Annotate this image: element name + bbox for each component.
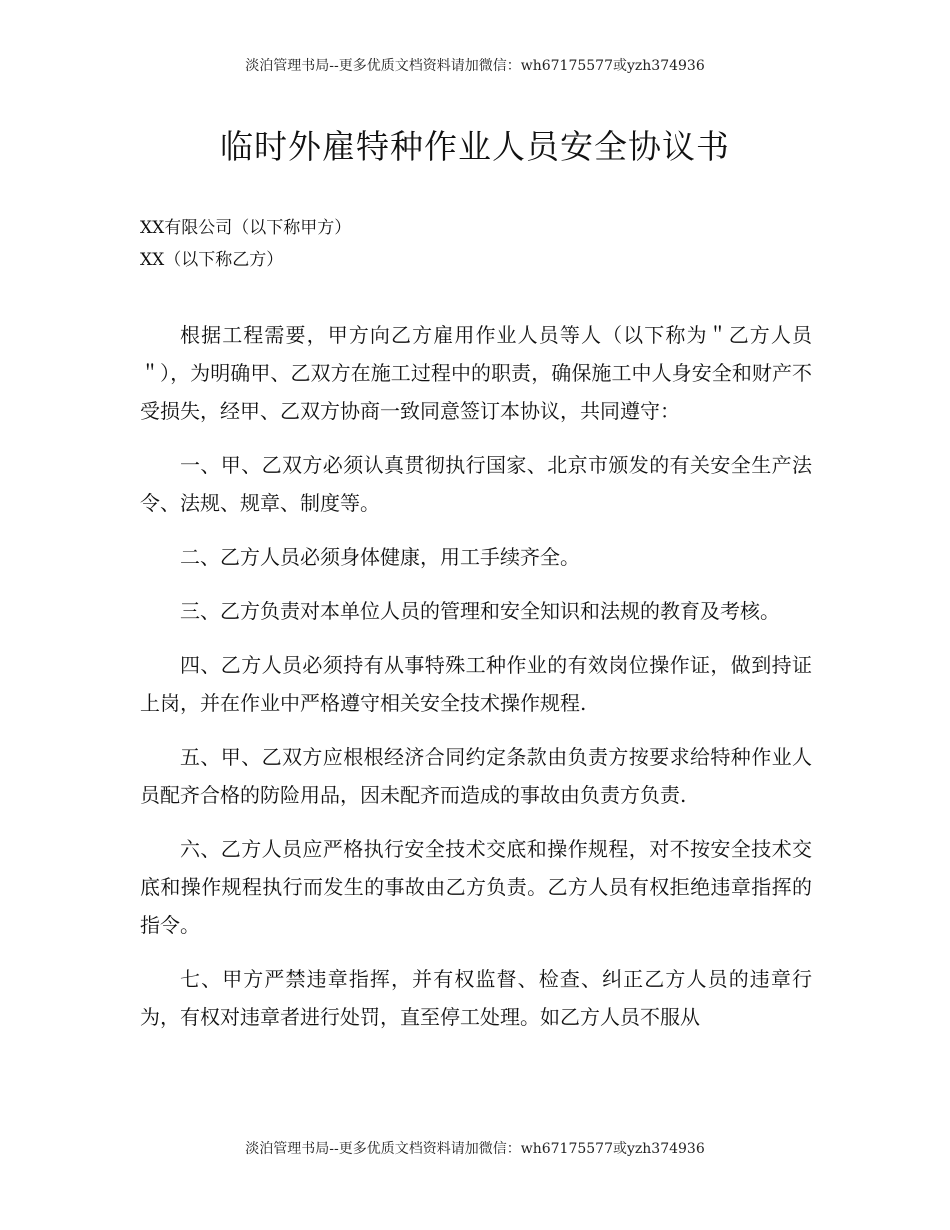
- clause-1-paragraph: 一、甲、乙双方必须认真贯彻执行国家、北京市颁发的有关安全生产法令、法规、规章、制度等。: [140, 453, 812, 515]
- clause-5-paragraph: 五、甲、乙双方应根根经济合同约定条款由负责方按要求给特种作业人员配齐合格的防险用品，因未配齐而造成的事故由负责方负责.: [140, 745, 812, 807]
- page-footer-note: 淡泊管理书局--更多优质文档资料请加微信：wh67175577或yzh374936: [245, 1141, 705, 1157]
- clause-2-paragraph: 二、乙方人员必须身体健康，用工手续齐全。: [180, 545, 580, 569]
- clause-3-paragraph: 三、乙方负责对本单位人员的管理和安全知识和法规的教育及考核。: [180, 599, 780, 623]
- agreement-body: [140, 316, 812, 1052]
- page-header-note: 淡泊管理书局--更多优质文档资料请加微信：wh67175577或yzh374936: [245, 58, 705, 74]
- preamble-paragraph: 根据工程需要，甲方向乙方雇用作业人员等人（以下称为＂乙方人员＂），为明确甲、乙双方在施工过程中的职责，确保施工中人身安全和财产不受损失，经甲、乙双方协商一致同意签订本协议，共同遵守：: [140, 323, 812, 423]
- party-a-line: XX有限公司（以下称甲方）: [140, 218, 352, 238]
- clause-7-paragraph: 七、甲方严禁违章指挥，并有权监督、检查、纠正乙方人员的违章行为，有权对违章者进行处罚，直至停工处理。如乙方人员不服从: [140, 967, 812, 1029]
- document-title: 临时外雇特种作业人员安全协议书: [220, 127, 730, 166]
- contract-parties: [140, 212, 820, 276]
- clause-4-paragraph: 四、乙方人员必须持有从事特殊工种作业的有效岗位操作证，做到持证上岗，并在作业中严格遵守相关安全技术操作规程.: [140, 653, 812, 715]
- clause-6-paragraph: 六、乙方人员应严格执行安全技术交底和操作规程，对不按安全技术交底和操作规程执行而发生的事故由乙方负责。乙方人员有权拒绝违章指挥的指令。: [140, 837, 812, 937]
- party-b-line: XX（以下称乙方）: [140, 250, 284, 270]
